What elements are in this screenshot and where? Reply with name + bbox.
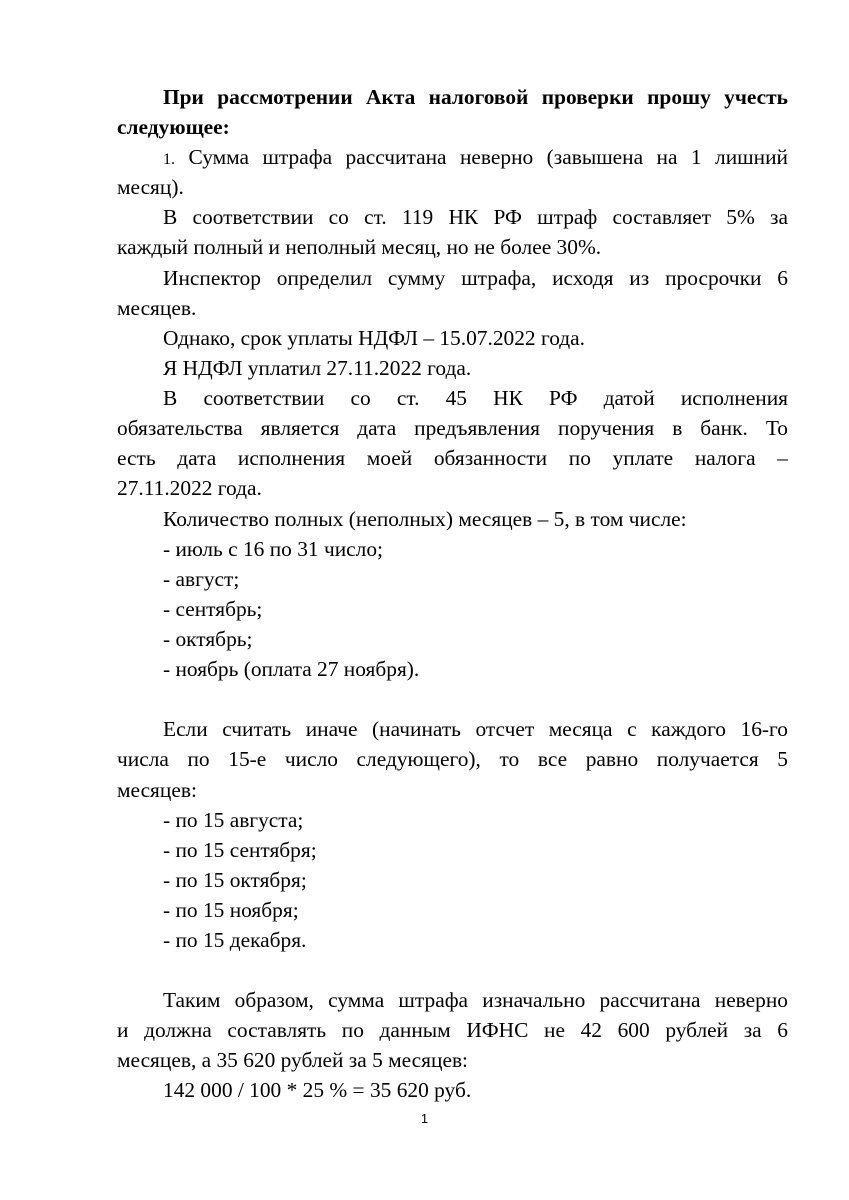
formula: 142 000 / 100 * 25 % = 35 620 руб. [163, 1078, 472, 1102]
heading-line-2: следующее: [117, 115, 230, 139]
list-2-item: - по 15 декабря. [163, 928, 307, 952]
list-1-item: - август; [163, 567, 240, 591]
paragraph-3-line-2: месяцев. [117, 296, 197, 320]
list-1-item: - июль с 16 по 31 число; [163, 537, 383, 561]
paragraph-9-line-3: месяцев, а 35 620 рублей за 5 месяцев: [117, 1048, 469, 1072]
paragraph-2-line-2: каждый полный и неполный месяц, но не более 30%. [117, 235, 602, 259]
paragraph-9-line-2: и должна составлять по данным ИФНС не 42 600 рублей за 6 [117, 1018, 788, 1042]
list-2-item: - по 15 августа; [163, 808, 304, 832]
paragraph-6-line-4: 27.11.2022 года. [117, 476, 262, 500]
list-1-item: - октябрь; [163, 627, 253, 651]
heading-line-1: При рассмотрении Акта налоговой проверки прошу учесть [163, 85, 788, 109]
paragraph-7: Количество полных (неполных) месяцев – 5, в том числе: [163, 507, 687, 531]
paragraph-6-line-1: В соответствии со ст. 45 НК РФ датой исполнения [163, 386, 788, 410]
paragraph-8-line-3: месяцев: [117, 778, 197, 802]
paragraph-6-line-3: есть дата исполнения моей обязанности по уплате налога – [117, 446, 788, 470]
paragraph-1-line-1 [163, 142, 788, 175]
list-2-item: - по 15 сентября; [163, 838, 317, 862]
paragraph-6-line-2: обязательства является дата предъявления поручения в банк. То [117, 416, 788, 440]
list-1-item: - сентябрь; [163, 597, 263, 621]
paragraph-2-line-1: В соответствии со ст. 119 НК РФ штраф составляет 5% за [163, 205, 788, 229]
paragraph-8-line-1: Если считать иначе (начинать отсчет месяца с каждого 16-го [163, 717, 788, 741]
paragraph-9-line-1: Таким образом, сумма штрафа изначально рассчитана неверно [163, 988, 788, 1012]
page-number: 1 [420, 1111, 429, 1126]
list-2-item: - по 15 октября; [163, 868, 307, 892]
paragraph-1-line-2: месяц). [117, 175, 184, 199]
paragraph-8-line-2: числа по 15-е число следующего), то все равно получается 5 [117, 747, 788, 771]
paragraph-1-text: Сумма штрафа рассчитана неверно (завышена на 1 лишний [188, 145, 788, 169]
paragraph-3-line-1: Инспектор определил сумму штрафа, исходя из просрочки 6 [163, 266, 788, 290]
list-2-item: - по 15 ноября; [163, 898, 299, 922]
list-1-item: - ноябрь (оплата 27 ноября). [163, 657, 420, 681]
paragraph-5: Я НДФЛ уплатил 27.11.2022 года. [163, 356, 472, 380]
list-number: 1. [163, 151, 175, 168]
paragraph-4: Однако, срок уплаты НДФЛ – 15.07.2022 года. [163, 326, 586, 350]
